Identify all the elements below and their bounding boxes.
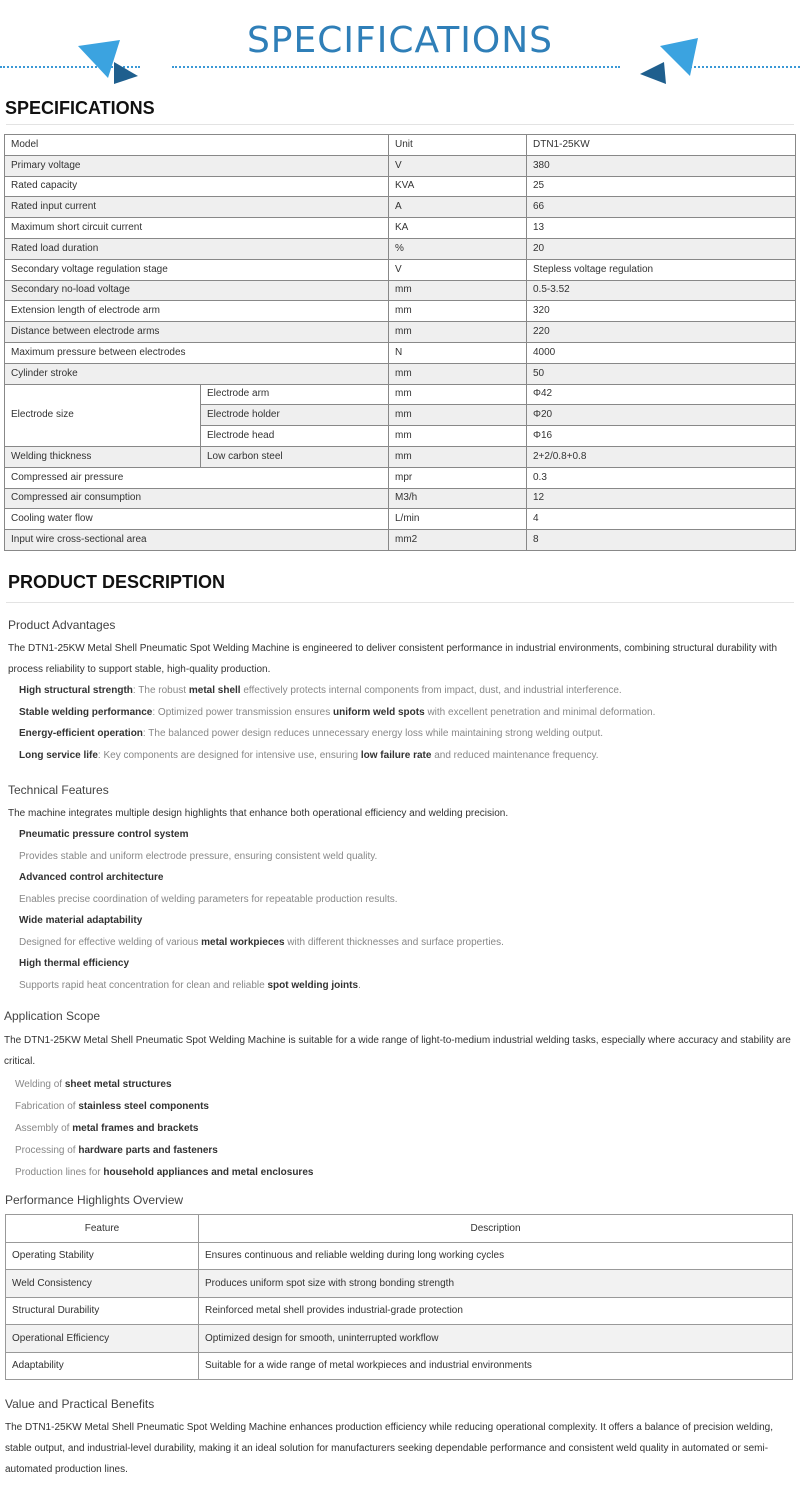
spec-row xyxy=(5,238,796,259)
table-cell: Electrode holder xyxy=(201,405,389,426)
feature-text: . xyxy=(358,979,361,991)
table-cell: % xyxy=(389,238,527,259)
table-cell: KA xyxy=(389,218,527,239)
table-cell: Adaptability xyxy=(6,1352,199,1380)
table-cell: Structural Durability xyxy=(6,1297,199,1325)
table-cell: Cylinder stroke xyxy=(5,363,389,384)
table-cell: Φ42 xyxy=(527,384,796,405)
banner-title: SPECIFICATIONS xyxy=(246,20,554,61)
technical-intro: The machine integrates multiple design highlights that enhance both operational efficiency and welding precision. xyxy=(8,808,509,819)
feature-text: Supports rapid heat concentration for clean and reliable xyxy=(19,979,268,991)
performance-row xyxy=(6,1270,793,1298)
table-cell: DTN1-25KW xyxy=(527,135,796,156)
table-cell: 8 xyxy=(527,530,796,551)
advantage-text: effectively protects internal components from impact, dust, and industrial interference. xyxy=(240,685,622,696)
divider xyxy=(6,602,794,603)
feature-text: Enables precise coordination of welding parameters for repeatable production results. xyxy=(19,893,398,905)
feature-text: Designed for effective welding of various xyxy=(19,936,202,948)
table-cell: 12 xyxy=(527,488,796,509)
performance-row xyxy=(6,1297,793,1325)
application-highlight: household appliances and metal enclosures xyxy=(103,1167,314,1178)
table-cell: 20 xyxy=(527,238,796,259)
application-highlight: hardware parts and fasteners xyxy=(78,1145,218,1156)
table-cell: Unit xyxy=(389,135,527,156)
table-cell: A xyxy=(389,197,527,218)
table-cell: L/min xyxy=(389,509,527,530)
performance-row xyxy=(6,1242,793,1270)
table-cell: V xyxy=(389,155,527,176)
feature-title: Advanced control architecture xyxy=(19,872,164,883)
table-cell: 0.3 xyxy=(527,467,796,488)
table-cell: Φ20 xyxy=(527,405,796,426)
table-cell: Rated load duration xyxy=(5,238,389,259)
dotted-divider-right xyxy=(690,66,800,68)
spec-row xyxy=(5,155,796,176)
table-cell: mm xyxy=(389,446,527,467)
feature-heading xyxy=(19,867,794,888)
table-cell: 25 xyxy=(527,176,796,197)
spec-row xyxy=(5,488,796,509)
perf-header-feature: Feature xyxy=(6,1215,199,1243)
advantage-item xyxy=(19,680,794,701)
table-cell: Input wire cross-sectional area xyxy=(5,530,389,551)
spec-row xyxy=(5,446,796,467)
table-cell: Stepless voltage regulation xyxy=(527,259,796,280)
application-item xyxy=(15,1140,795,1161)
table-cell: Rated input current xyxy=(5,197,389,218)
table-cell: mm xyxy=(389,301,527,322)
spec-row xyxy=(5,259,796,280)
value-text: The DTN1-25KW Metal Shell Pneumatic Spot Welding Machine enhances production efficiency while reducing operational complexity. It offers a balance of precision welding, stable output, and industrial-level durability, making it an ideal solution for manufacturers seeking dependable performance and consistent weld quality in automated or semi-automated production lines. xyxy=(5,1422,774,1475)
spec-row xyxy=(5,384,796,405)
application-intro: The DTN1-25KW Metal Shell Pneumatic Spot Welding Machine is suitable for a wide range of light-to-medium industrial welding tasks, especially where accuracy and stability are critical. xyxy=(4,1035,791,1067)
application-item xyxy=(15,1074,795,1095)
feature-text: Provides stable and uniform electrode pressure, ensuring consistent weld quality. xyxy=(19,850,378,862)
advantages-title: Product Advantages xyxy=(8,618,116,632)
spec-row xyxy=(5,509,796,530)
table-cell: M3/h xyxy=(389,488,527,509)
table-cell: mm2 xyxy=(389,530,527,551)
table-cell: 4000 xyxy=(527,342,796,363)
table-cell: Operational Efficiency xyxy=(6,1325,199,1353)
advantage-text: with excellent penetration and minimal deformation. xyxy=(424,706,656,718)
table-cell: Low carbon steel xyxy=(201,446,389,467)
advantage-item xyxy=(19,702,794,723)
table-cell: Model xyxy=(5,135,389,156)
feature-description xyxy=(19,889,794,910)
table-cell: Operating Stability xyxy=(6,1242,199,1270)
application-text: Welding of xyxy=(15,1079,65,1090)
table-cell: 220 xyxy=(527,322,796,343)
table-cell: Primary voltage xyxy=(5,155,389,176)
table-cell: 320 xyxy=(527,301,796,322)
application-item xyxy=(15,1118,795,1139)
table-cell: mpr xyxy=(389,467,527,488)
performance-row xyxy=(6,1325,793,1353)
spec-row xyxy=(5,467,796,488)
feature-title: Wide material adaptability xyxy=(19,915,143,926)
table-cell: 50 xyxy=(527,363,796,384)
table-cell: 0.5-3.52 xyxy=(527,280,796,301)
advantage-label: Energy-efficient operation xyxy=(19,728,143,739)
spec-row xyxy=(5,301,796,322)
table-cell: 2+2/0.8+0.8 xyxy=(527,446,796,467)
application-title: Application Scope xyxy=(4,1009,101,1023)
advantage-text: : Optimized power transmission ensures xyxy=(152,706,333,718)
feature-title: High thermal efficiency xyxy=(19,958,130,969)
feature-description xyxy=(19,932,794,953)
spec-row xyxy=(5,530,796,551)
table-cell: Suitable for a wide range of metal workpieces and industrial environments xyxy=(199,1352,793,1380)
feature-highlight: metal workpieces xyxy=(201,936,285,948)
advantage-text: : The robust xyxy=(132,685,189,696)
application-item xyxy=(15,1162,795,1183)
application-text: Fabrication of xyxy=(15,1101,79,1112)
spec-row xyxy=(5,280,796,301)
technical-title: Technical Features xyxy=(8,783,109,797)
spec-row xyxy=(5,322,796,343)
application-highlight: stainless steel components xyxy=(78,1101,209,1112)
performance-table xyxy=(5,1214,793,1380)
feature-heading xyxy=(19,910,794,931)
advantage-item xyxy=(19,745,794,766)
value-title: Value and Practical Benefits xyxy=(5,1397,155,1411)
table-cell: Extension length of electrode arm xyxy=(5,301,389,322)
product-description-heading: PRODUCT DESCRIPTION xyxy=(8,572,226,592)
table-cell: 66 xyxy=(527,197,796,218)
table-cell: mm xyxy=(389,384,527,405)
table-cell: 13 xyxy=(527,218,796,239)
table-cell: Rated capacity xyxy=(5,176,389,197)
table-cell: mm xyxy=(389,405,527,426)
divider xyxy=(6,124,794,125)
table-cell: Maximum pressure between electrodes xyxy=(5,342,389,363)
advantage-highlight: uniform weld spots xyxy=(333,706,425,718)
application-text: Production lines for xyxy=(15,1167,104,1178)
feature-description xyxy=(19,975,794,996)
table-cell: Ensures continuous and reliable welding during long working cycles xyxy=(199,1242,793,1270)
table-cell: V xyxy=(389,259,527,280)
dotted-divider-center xyxy=(172,66,620,68)
advantage-label: Long service life xyxy=(19,749,98,761)
spec-row xyxy=(5,218,796,239)
table-cell: Optimized design for smooth, uninterrupted workflow xyxy=(199,1325,793,1353)
table-cell: Reinforced metal shell provides industrial-grade protection xyxy=(199,1297,793,1325)
spec-row xyxy=(5,197,796,218)
table-cell: Produces uniform spot size with strong bonding strength xyxy=(199,1270,793,1298)
advantage-label: Stable welding performance xyxy=(19,706,153,718)
advantage-label: High structural strength xyxy=(19,685,133,696)
feature-highlight: spot welding joints xyxy=(267,979,359,991)
advantage-text: : Key components are designed for intensive use, ensuring xyxy=(97,749,361,761)
feature-description xyxy=(19,846,794,867)
table-cell: Cooling water flow xyxy=(5,509,389,530)
application-text: Assembly of xyxy=(15,1123,73,1134)
advantage-text: : The balanced power design reduces unnecessary energy loss while maintaining strong welding output. xyxy=(142,728,603,739)
application-highlight: metal frames and brackets xyxy=(72,1123,199,1134)
table-cell: Weld Consistency xyxy=(6,1270,199,1298)
table-cell: mm xyxy=(389,322,527,343)
advantage-highlight: low failure rate xyxy=(360,749,432,761)
table-cell: 380 xyxy=(527,155,796,176)
table-cell: Φ16 xyxy=(527,426,796,447)
advantage-item xyxy=(19,723,794,744)
application-text: Processing of xyxy=(15,1145,79,1156)
performance-title: Performance Highlights Overview xyxy=(5,1193,184,1207)
table-cell: Maximum short circuit current xyxy=(5,218,389,239)
spec-row xyxy=(5,176,796,197)
table-cell: Compressed air pressure xyxy=(5,467,389,488)
table-cell: mm xyxy=(389,280,527,301)
performance-row xyxy=(6,1352,793,1380)
application-item xyxy=(15,1096,795,1117)
perf-header-description: Description xyxy=(199,1215,793,1243)
table-cell: Secondary voltage regulation stage xyxy=(5,259,389,280)
table-cell: 4 xyxy=(527,509,796,530)
table-cell: Electrode arm xyxy=(201,384,389,405)
spec-row xyxy=(5,363,796,384)
table-cell: N xyxy=(389,342,527,363)
table-cell: KVA xyxy=(389,176,527,197)
table-cell: Secondary no-load voltage xyxy=(5,280,389,301)
table-cell: Distance between electrode arms xyxy=(5,322,389,343)
application-highlight: sheet metal structures xyxy=(64,1079,172,1090)
feature-heading xyxy=(19,953,794,974)
advantage-highlight: metal shell xyxy=(188,685,241,696)
spec-row xyxy=(5,135,796,156)
feature-title: Pneumatic pressure control system xyxy=(19,829,189,840)
table-cell: Electrode head xyxy=(201,426,389,447)
spec-heading: SPECIFICATIONS xyxy=(5,98,155,118)
table-cell: Welding thickness xyxy=(5,446,201,467)
feature-heading xyxy=(19,824,794,845)
feature-text: with different thicknesses and surface properties. xyxy=(284,936,504,948)
advantages-intro: The DTN1-25KW Metal Shell Pneumatic Spot Welding Machine is engineered to deliver consistent performance in industrial environments, combining structural durability with process reliability to support stable, high-quality production. xyxy=(8,643,778,675)
table-cell: Compressed air consumption xyxy=(5,488,389,509)
table-cell: Electrode size xyxy=(5,384,201,446)
advantage-text: and reduced maintenance frequency. xyxy=(431,749,599,761)
spec-row xyxy=(5,342,796,363)
specifications-banner xyxy=(0,0,800,90)
table-cell: mm xyxy=(389,363,527,384)
spec-table xyxy=(4,134,796,551)
table-cell: mm xyxy=(389,426,527,447)
